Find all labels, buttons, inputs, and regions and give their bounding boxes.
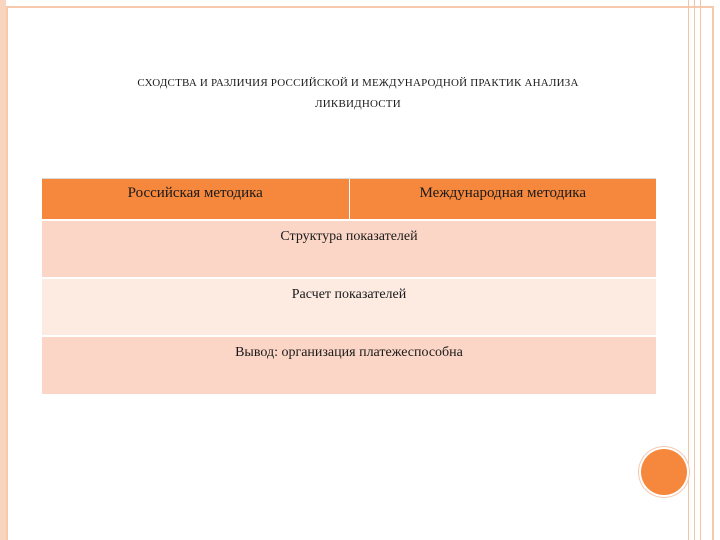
table-row xyxy=(42,220,656,278)
right-decor-line xyxy=(700,0,701,540)
row-conclusion: Вывод: организация платежеспособна xyxy=(42,336,656,394)
header-russian-method: Российская методика xyxy=(42,179,349,220)
right-decor-line xyxy=(688,0,689,540)
table-row xyxy=(42,278,656,336)
row-indicator-structure: Структура показателей xyxy=(42,220,656,278)
decor-circle xyxy=(641,449,687,495)
header-international-method: Международная методика xyxy=(349,179,656,220)
table-row xyxy=(42,336,656,394)
right-decor-line xyxy=(694,0,695,540)
row-indicator-calculation: Расчет показателей xyxy=(42,278,656,336)
title-line-1: СХОДСТВА И РАЗЛИЧИЯ РОССИЙСКОЙ И МЕЖДУНАРОДНОЙ ПРАКТИК АНАЛИЗА xyxy=(137,77,579,89)
title-line-2: ЛИКВИДНОСТИ xyxy=(315,98,401,110)
table-header-row xyxy=(42,179,656,220)
slide-title xyxy=(60,73,656,115)
comparison-table xyxy=(42,178,656,394)
